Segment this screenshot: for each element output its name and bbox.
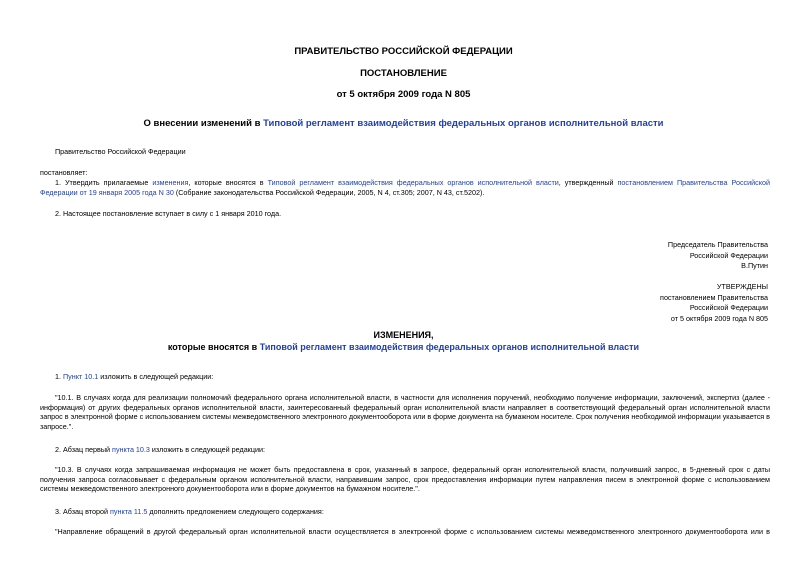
change-1-intro — [55, 372, 213, 382]
document-title — [0, 118, 807, 129]
approved-block — [660, 282, 768, 324]
resolves-label: постановляет: — [40, 168, 88, 177]
approved-line-1: УТВЕРЖДЕНЫ — [716, 282, 768, 291]
approved-line-4: от 5 октября 2009 года N 805 — [670, 313, 768, 323]
changes-subheading-prefix: которые вносятся в — [167, 342, 260, 352]
approved-line-3: Российской Федерации — [689, 303, 768, 312]
item-1-text-c: , утвержденный — [558, 178, 618, 187]
item-1-paragraph — [40, 178, 770, 197]
resolution-30-link[interactable]: постановлением Правительства Российской Федерации от 19 января 2005 года N 30 — [40, 178, 770, 197]
government-name: Правительство Российской Федерации — [55, 147, 186, 156]
change-3-prefix: 3. Абзац второй — [55, 507, 111, 516]
item-1-text-b: , которые вносятся в — [188, 178, 268, 187]
change-1-number: 1. — [55, 372, 63, 381]
change-2-quote: "10.3. В случаях когда запрашиваемая информация не может быть предоставлена в срок, указанный в запросе, федеральный орган исполнительной власти, получивший запрос, в 5-дневный срок с даты получения запроса согласовывает с федеральным органом исполнительной власти, направившим запрос, срок предоставления информации путем направления писем в электронной форме с использованием системы межведомственного электронного документооборота или в форме документов на бумажном носителе.". — [40, 465, 770, 493]
change-2-rest: изложить в следующей редакции: — [149, 445, 265, 454]
change-3-quote: "Направление обращений в другой федеральный орган исполнительной власти осуществляется в электронной форме с использованием системы межведомственного электронного документооборота или в — [55, 527, 770, 536]
change-1-quote: "10.1. В случаях когда для реализации полномочий федерального органа исполнительной власти, в частности для исполнения поручений, необходимо получение информации, заключений, экспертиз (далее - информация) от других федеральных органов исполнительной власти, заинтересованный федеральный орган исполнительной власти направляет в соответствующий федеральный орган исполнительной власти запрос в электронной форме с использованием системы межведомственного электронного документооборота или в форме документа на бумажном носителе. Срок получения необходимой информации указывается в запросе.". — [40, 393, 770, 431]
changes-heading: ИЗМЕНЕНИЯ, — [373, 330, 434, 340]
point-10-1-link[interactable]: Пункт 10.1 — [63, 372, 99, 381]
changes-subheading — [0, 342, 807, 353]
change-3-intro — [55, 507, 324, 517]
title-prefix: О внесении изменений в — [143, 118, 264, 129]
regulation-link[interactable]: Типовой регламент взаимодействия федеральных органов исполнительной власти — [267, 178, 559, 187]
changes-link[interactable]: изменения — [152, 178, 189, 187]
change-3-rest: дополнить предложением следующего содержания: — [147, 507, 324, 516]
change-2-prefix: 2. Абзац первый — [55, 445, 113, 454]
point-11-5-link[interactable]: пункта 11.5 — [110, 507, 148, 516]
signature-line-3: В.Путин — [741, 261, 768, 270]
changes-regulation-link[interactable]: Типовой регламент взаимодействия федеральных органов исполнительной власти — [259, 342, 640, 352]
item-1-text-a: 1. Утвердить прилагаемые — [55, 178, 153, 187]
signature-line-1: Председатель Правительства — [667, 240, 768, 249]
point-10-3-link[interactable]: пункта 10.3 — [112, 445, 150, 454]
document-date: от 5 октября 2009 года N 805 — [336, 89, 471, 100]
change-2-intro — [55, 445, 265, 455]
title-regulation-link[interactable]: Типовой регламент взаимодействия федеральных органов исполнительной власти — [263, 118, 664, 129]
signature-block — [668, 240, 768, 272]
change-1-rest: изложить в следующей редакции: — [98, 372, 214, 381]
document-type: ПОСТАНОВЛЕНИЕ — [360, 68, 447, 79]
item-2-paragraph: 2. Настоящее постановление вступает в силу с 1 января 2010 года. — [55, 209, 282, 218]
approved-line-2: постановлением Правительства — [660, 292, 768, 302]
government-header: ПРАВИТЕЛЬСТВО РОССИЙСКОЙ ФЕДЕРАЦИИ — [294, 46, 513, 57]
item-1-text-d: (Собрание законодательства Российской Федерации, 2005, N 4, ст.305; 2007, N 43, ст.5202). — [173, 187, 485, 197]
signature-line-2: Российской Федерации — [689, 250, 768, 260]
